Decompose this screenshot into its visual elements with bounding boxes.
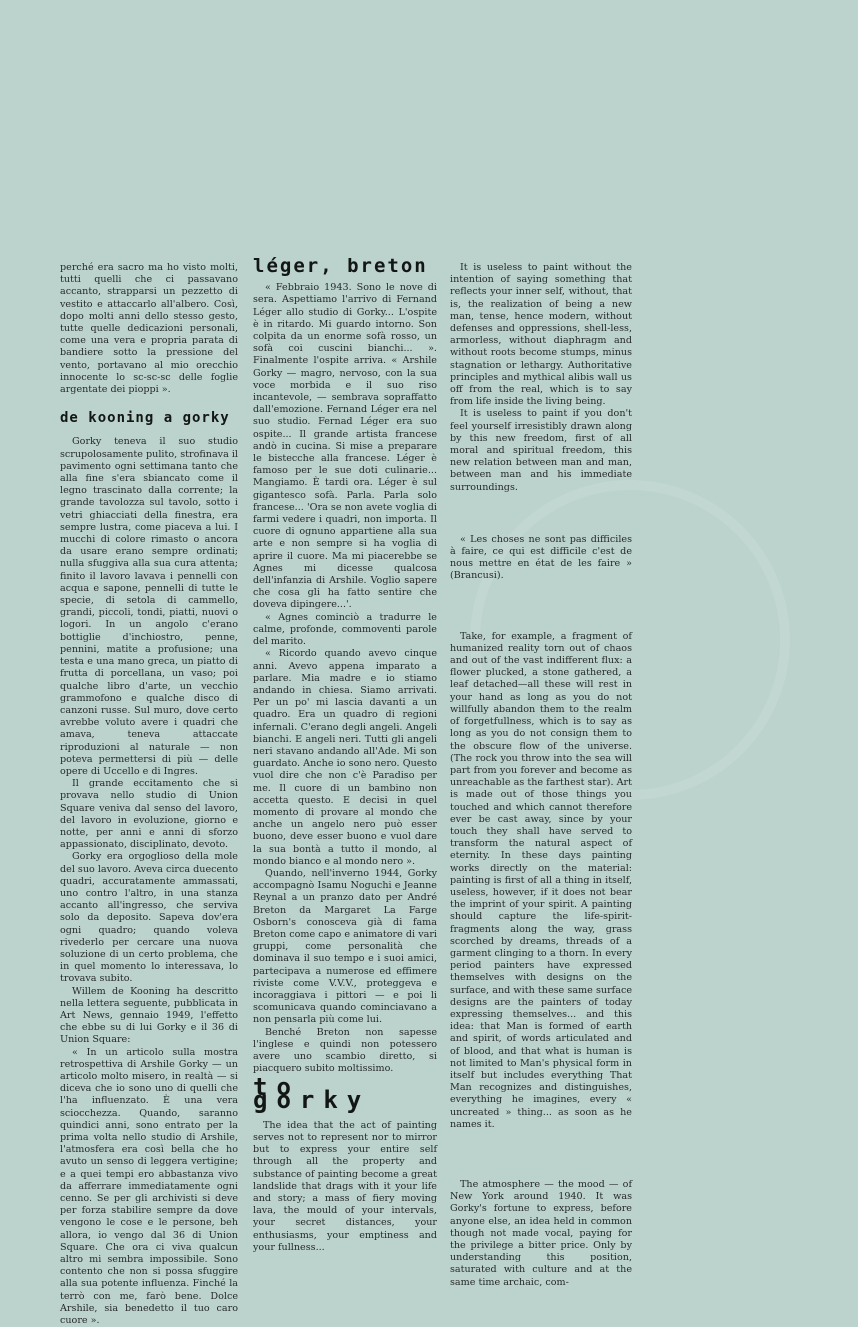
paragraph: « Agnes cominciò a tradurre le calme, profonde, commoventi parole del marito. xyxy=(253,611,437,648)
paragraph: Gorky teneva il suo studio scrupolosamente pulito, strofinava il pavimento ogni settimana tanto che alla fine s'era sbiancato come il legno trascinato dalla corrente; la grande tavolozza sul tavolo, sotto i vetri ghiacciati della finestra, era sempre lustra, come piaceva a lui. I mucchi di colore rimasto o ancora da usare erano sempre ordinati; nulla sfuggiva alla sua cura attenta; finito il lavoro lavava i pennelli con acqua e sapone, pennelli di tutte le specie, di setola di cammello, grandi, piccoli, tondi, piatti, nuovi o logori. In un angolo c'erano bottiglie d'inchiostro, penne, pennini, matite a profusione; una testa e una mano greca, un piatto di frutta di porcellana, un vaso; poi qualche libro d'arte, un vecchio grammofono e qualche disco di canzoni russe. Sul muro, dove certo avrebbe voluto avere i quadri che amava, teneva attaccate riproduzioni al naturale — non poteva permettersi di più — delle opere di Uccello e di Ingres. xyxy=(60,436,238,777)
section-heading-to-gorky: to gorky xyxy=(253,1073,371,1114)
paragraph: Il grande eccitamento che si provava nello studio di Union Square veniva dal senso del lavoro, del lavoro in evoluzione, giorno e notte, per anni e anni di sforzo appassionato, disciplinato, devoto. xyxy=(60,778,238,851)
brancusi-quote: « Les choses ne sont pas difficiles à faire, ce qui est difficile c'est de nous mettre en état de les faire » (Brancusi). xyxy=(450,533,632,582)
paragraph: « In un articolo sulla mostra retrospettiva di Arshile Gorky — un articolo molto misero, in realtà — si diceva che io sono uno di quelli che l'ha influenzato. È una vera sciocchezza. Quando, saranno quindici anni, sono entrato per la prima volta nello studio di Arshile, l'atmosfera era così bella che ho avuto un senso di leggera vertigine; e a quei tempi ero abbastanza vivo da afferrare immediatamente ogni cenno. Se per gli archivisti si deve per forza stabilire sempre da dove vengono le cose e le persone, beh allora, io vengo dal 36 di Union Square. Che ora ci viva qualcun altro mi sembra impossibile. Sono contento che non si possa sfuggire alla sua potente influenza. Finché la terrò con me, farò bene. Dolce Arshile, sia benedetto il tuo caro cuore ». xyxy=(60,1046,238,1327)
paragraph: Take, for example, a fragment of humanized reality torn out of chaos and out of the vast indifferent flux: a flower plucked, a stone gathered, a leaf detached—all these will rest in your hand as long as you do not willfully abandon them to the realm of forgetfullness, which is to say as long as you do not consign them to the obscure flow of the universe. (The rock you throw into the sea will part from you forever and become as unreachable as the farthest star). Art is made out of those things you touched and which cannot therefore ever be cast away, since by your touch they shall have served to transform the natural aspect of eternity. In these days painting works directly on the material: painting is first of all a thing in itself, useless, however, if it does not bear the imprint of your spirit. A painting should capture the life-spirit-fragments along the way, grass scorched by dreams, threads of a garment clinging to a thorn. In every period painters have expressed themselves with designs on the surface, and with these same surface designs are the painters of today expressing themselves... and this idea: that Man is formed of earth and spirit, of words articulated and of blood, and that what is human is not limited to Man's physical form in itself but includes everything That Man recognizes and distinguishes, everything he imagines, every « uncreated » thing... as soon as he names it. xyxy=(450,630,632,1130)
column-right xyxy=(450,262,632,1289)
paragraph: Quando, nell'inverno 1944, Gorky accompagnò Isamu Noguchi e Jeanne Reynal a un pranzo dato per André Breton da Margaret La Farge Osborn's conosceva già di fama Breton come capo e animatore di vari gruppi, come personalità che dominava il suo tempo e i suoi amici, partecipava a numerose ed effimere riviste come V.V.V., proteggeva e incoraggiava i pittori — e poi li scomunicava quando cominciavano a non pensarla più come lui. xyxy=(253,867,437,1026)
intro-paragraph: perché era sacro ma ho visto molti, tutti quelli che ci passavano accanto, strapparsi un pezzetto di vestito e attaccarlo all'albero. Così, dopo molti anni dello stesso gesto, tutte quelle dedicazioni personali, come una vera e propria parata di bandiere sotto la pressione del vento, portavano al mio orecchio innocente lo sc-sc-sc delle foglie argentate dei pioppi ». xyxy=(60,262,238,396)
paragraph: The atmosphere — the mood — of New York around 1940. It was Gorky's fortune to express, before anyone else, an idea held in common though not made vocal, paying for the privilege a bitter price. Only by understanding this position, saturated with culture and at the same time archaic, com- xyxy=(450,1179,632,1288)
section-heading-leger-breton: léger, breton xyxy=(253,255,428,277)
paragraph: It is useless to paint if you don't feel yourself irresistibly drawn along by this new freedom, first of all moral and spiritual freedom, this new relation between man and man, between man and his immediate surroundings. xyxy=(450,408,632,493)
column-middle xyxy=(253,255,437,1254)
section-heading-de-kooning: de kooning a gorky xyxy=(60,410,230,427)
column-left xyxy=(60,262,238,1327)
paragraph: Gorky era orgoglioso della mole del suo lavoro. Aveva circa duecento quadri, accuratamente ammassati, uno contro l'altro, in una stanza accanto all'ingresso, che serviva solo da deposito. Sapeva dov'era ogni quadro; quando voleva rivederlo per cercare una nuova soluzione di un certo problema, che in quel momento lo interessava, lo trovava subito. xyxy=(60,851,238,985)
paragraph: « Ricordo quando avevo cinque anni. Avevo appena imparato a parlare. Mia madre e io stiamo andando in chiesa. Siamo arrivati. Per un po' mi lascia davanti a un quadro. Era un quadro di regioni infernali. C'erano degli angeli. Angeli bianchi. E angeli neri. Tutti gli angeli neri stavano andando all'Ade. Mi son guardato. Anche io sono nero. Questo vuol dire che non c'è Paradiso per me. Il cuore di un bambino non accetta questo. E decisi in quel momento di provare al mondo che anche un angelo nero può esser buono, deve esser buono e vuol dare la sua bontà a tutto il mondo, al mondo bianco e al mondo nero ». xyxy=(253,648,437,867)
paragraph: Benché Breton non sapesse l'inglese e quindi non potessero avere uno scambio diretto, si piacquero subito moltissimo. xyxy=(253,1026,437,1075)
paragraph: It is useless to paint without the intention of saying something that reflects your inner self, without, that is, the realization of being a new man, tense, hence modern, without defenses and oppressions, shell-less, armorless, without diaphragm and without roots become stumps, minus stagnation or lethargy. Authoritative principles and mythical alibis wall us off from the real, which is to say from life inside the living being. xyxy=(450,262,632,408)
english-paragraph: The idea that the act of painting serves not to represent nor to mirror but to express your entire self through all the property and substance of painting become a great landslide that drags with it your life and story; a mass of fiery moving lava, the mould of your intervals, your secret distances, your enthusiasms, your emptiness and your fullness... xyxy=(253,1119,437,1253)
paragraph: « Febbraio 1943. Sono le nove di sera. Aspettiamo l'arrivo di Fernand Léger allo studio di Gorky... L'ospite è in ritardo. Mi guardo intorno. Son colpita da un enorme sofà rosso, un sofà coi cuscini bianchi... ». Finalmente l'ospite arriva. « Arshile Gorky — magro, nervoso, con la sua voce morbida e il suo riso incantevole, — sembrava sopraffatto dall'emozione. Fernand Léger era nel suo studio. Fernad Léger era suo ospite... Il grande artista francese andò in cucina. Si mise a preparare le bistecche alla francese. Léger è famoso per le sue doti culinarie... Mangiamo. È tardi ora. Léger è sul gigantesco sofà. Parla. Parla solo francese... 'Ora se non avete voglia di farmi vedere i quadri, non importa. Il cuore di ognuno appartiene alla sua arte e non sempre si ha voglia di aprire il cuore. Ma mi piacerebbe se Agnes mi dicesse qualcosa dell'infanzia di Arshile. Voglio sapere che cosa gli ha fatto sentire che doveva dipingere...'. xyxy=(253,282,437,611)
paragraph: Willem de Kooning ha descritto nella lettera seguente, pubblicata in Art News, gennaio 1949, l'effetto che ebbe su di lui Gorky e il 36 di Union Square: xyxy=(60,985,238,1046)
